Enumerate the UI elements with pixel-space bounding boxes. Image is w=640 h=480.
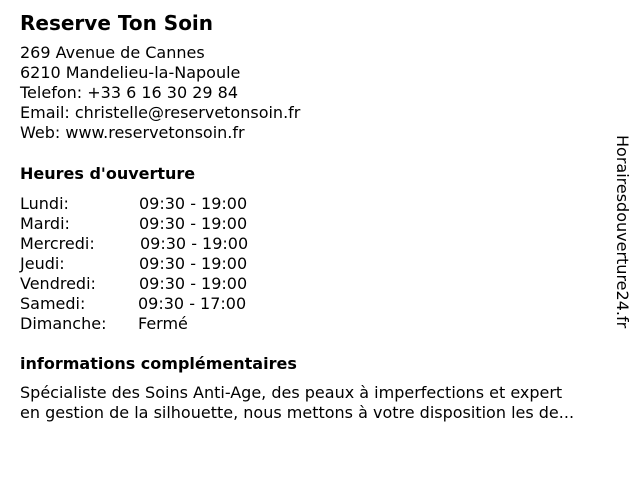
- hours-day: Samedi:: [20, 294, 86, 313]
- description-text: [20, 383, 625, 423]
- description-line: en gestion de la silhouette, nous mettons à votre disposition les de...: [20, 403, 575, 422]
- hours-time: 09:30 - 19:00: [139, 194, 248, 213]
- hours-row-mercredi: [20, 234, 280, 254]
- hours-row-jeudi: [20, 254, 280, 274]
- hours-time: 09:30 - 19:00: [139, 254, 248, 273]
- hours-day: Jeudi:: [20, 254, 65, 273]
- address-line-city: 6210 Mandelieu-la-Napoule: [20, 63, 241, 82]
- hours-time: 09:30 - 19:00: [139, 274, 248, 293]
- hours-row-samedi: [20, 294, 280, 314]
- web-line[interactable]: Web: www.reservetonsoin.fr: [20, 123, 245, 142]
- contact-block: [20, 43, 300, 143]
- opening-hours-table: [20, 194, 280, 334]
- additional-info-heading: informations complémentaires: [20, 354, 297, 373]
- phone-line[interactable]: Telefon: +33 6 16 30 29 84: [20, 83, 239, 102]
- hours-row-lundi: [20, 194, 280, 214]
- hours-day: Lundi:: [20, 194, 69, 213]
- hours-row-mardi: [20, 214, 280, 234]
- address-line-street: 269 Avenue de Cannes: [20, 43, 205, 62]
- brand-watermark-text: Horairesdouverture24.fr: [613, 135, 632, 329]
- email-line[interactable]: Email: christelle@reservetonsoin.fr: [20, 103, 301, 122]
- hours-time: Fermé: [138, 314, 188, 333]
- description-line: Spécialiste des Soins Anti-Age, des peaux à imperfections et expert: [20, 383, 563, 402]
- hours-time: 09:30 - 19:00: [140, 234, 249, 253]
- hours-day: Vendredi:: [20, 274, 96, 293]
- hours-day: Dimanche:: [20, 314, 107, 333]
- hours-day: Mardi:: [20, 214, 70, 233]
- hours-time: 09:30 - 17:00: [138, 294, 247, 313]
- opening-hours-heading: Heures d'ouverture: [20, 164, 196, 183]
- hours-day: Mercredi:: [20, 234, 95, 253]
- hours-row-dimanche: [20, 314, 280, 334]
- hours-row-vendredi: [20, 274, 280, 294]
- hours-time: 09:30 - 19:00: [139, 214, 248, 233]
- business-name: Reserve Ton Soin: [20, 11, 214, 35]
